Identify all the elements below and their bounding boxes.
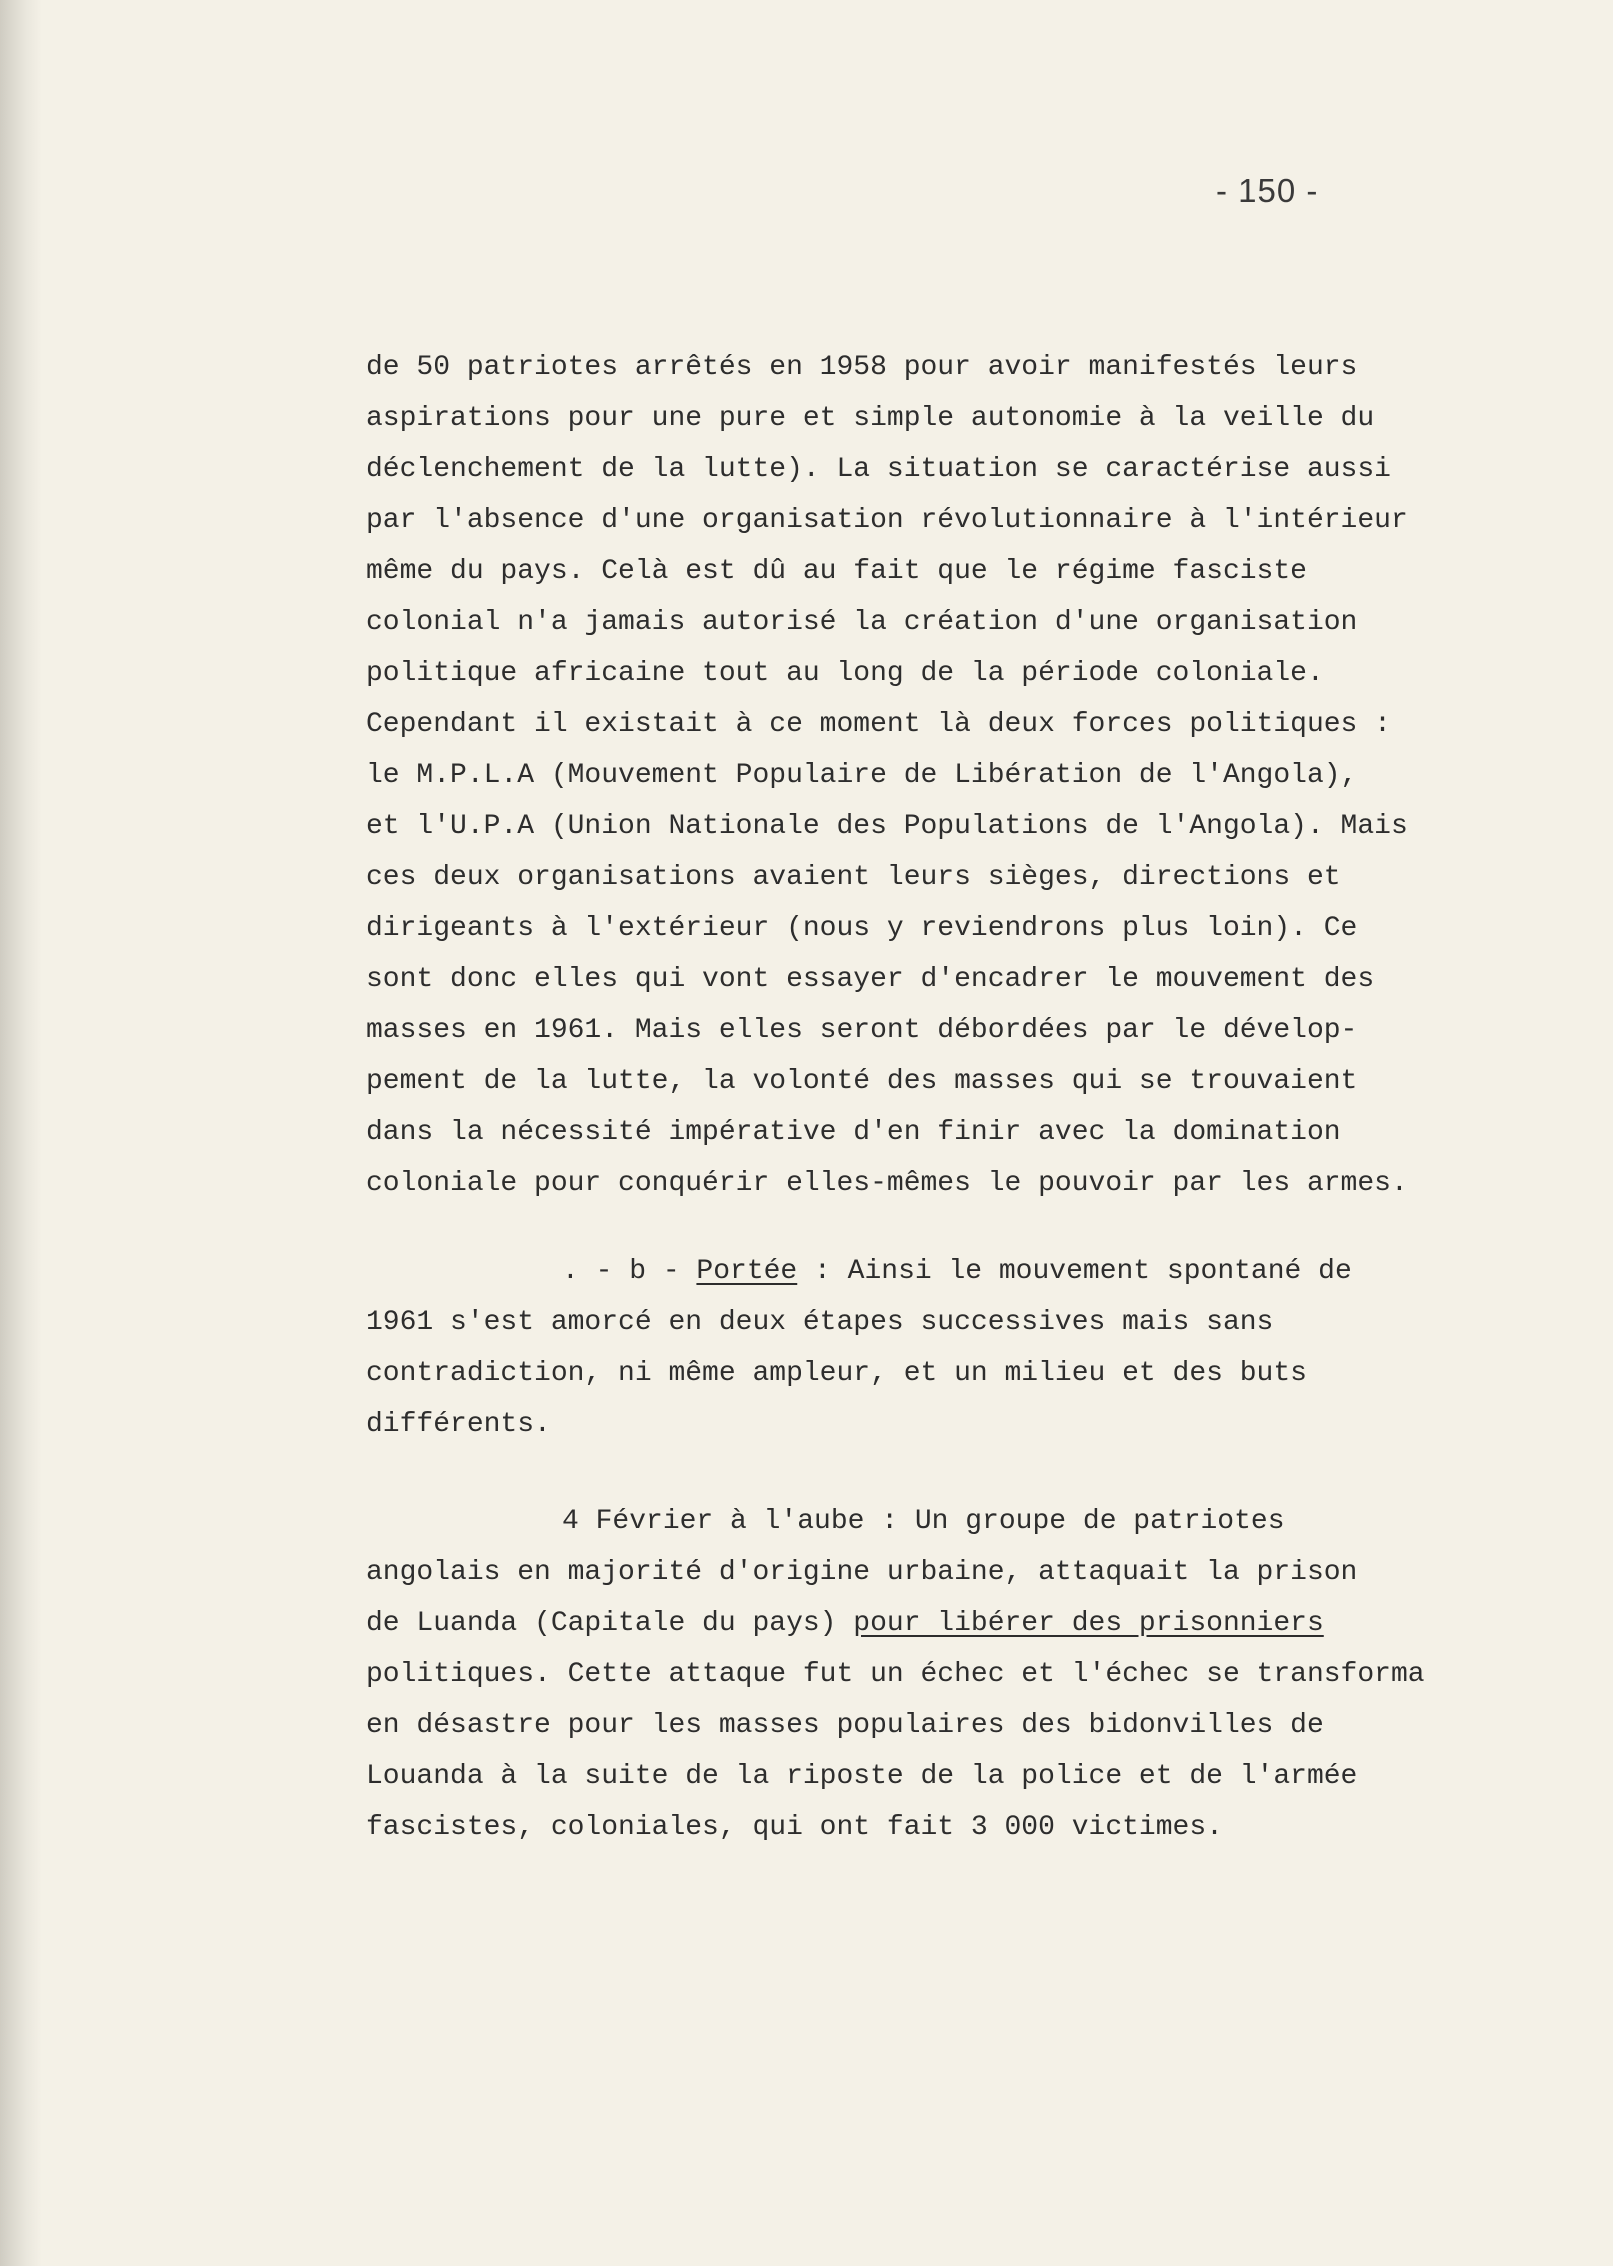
section-heading: Portée	[696, 1256, 798, 1287]
text-line: politiques. Cette attaque fut un échec et l'échec se transforma	[366, 1659, 1425, 1690]
text-line: différents.	[366, 1409, 551, 1440]
text-line: contradiction, ni même ampleur, et un milieu et des buts	[366, 1358, 1307, 1389]
text-line: en désastre pour les masses populaires des bidonvilles de	[366, 1710, 1324, 1741]
text-line: ces deux organisations avaient leurs sièges, directions et	[366, 862, 1341, 893]
text-line	[366, 1598, 1425, 1649]
text-line: colonial n'a jamais autorisé la création d'une organisation	[366, 607, 1358, 638]
paragraph-2	[366, 1246, 1352, 1450]
text-line: par l'absence d'une organisation révolutionnaire à l'intérieur	[366, 505, 1408, 536]
text-line: politique africaine tout au long de la période coloniale.	[366, 658, 1324, 689]
text-line: 1961 s'est amorcé en deux étapes successives mais sans	[366, 1307, 1274, 1338]
text-line: masses en 1961. Mais elles seront débordées par le dévelop-	[366, 1015, 1358, 1046]
text-line: sont donc elles qui vont essayer d'encadrer le mouvement des	[366, 964, 1375, 995]
paragraph-3	[366, 1496, 1425, 1853]
text-line: déclenchement de la lutte). La situation se caractérise aussi	[366, 454, 1391, 485]
text-line	[366, 1496, 1425, 1547]
text-line: coloniale pour conquérir elles-mêmes le pouvoir par les armes.	[366, 1168, 1408, 1199]
text-line: dans la nécessité impérative d'en finir avec la domination	[366, 1117, 1341, 1148]
section-intro: : Ainsi le mouvement spontané de	[797, 1256, 1352, 1287]
text-line: le M.P.L.A (Mouvement Populaire de Libération de l'Angola),	[366, 760, 1358, 791]
text-line: pement de la lutte, la volonté des masses qui se trouvaient	[366, 1066, 1358, 1097]
text-line: de 50 patriotes arrêtés en 1958 pour avoir manifestés leurs	[366, 352, 1358, 383]
text-line: Cependant il existait à ce moment là deux forces politiques :	[366, 709, 1391, 740]
section-prefix: . - b -	[562, 1256, 697, 1287]
section-heading-line	[366, 1246, 1352, 1297]
text-line: fascistes, coloniales, qui ont fait 3 000 victimes.	[366, 1812, 1223, 1843]
text-line: aspirations pour une pure et simple autonomie à la veille du	[366, 403, 1375, 434]
paragraph-1	[366, 342, 1408, 1209]
text-segment: de Luanda (Capitale du pays)	[366, 1608, 854, 1639]
text-line: même du pays. Celà est dû au fait que le régime fasciste	[366, 556, 1307, 587]
text-line: dirigeants à l'extérieur (nous y reviendrons plus loin). Ce	[366, 913, 1358, 944]
underlined-phrase: pour libérer des prisonniers	[853, 1608, 1324, 1639]
text-line: et l'U.P.A (Union Nationale des Populations de l'Angola). Mais	[366, 811, 1408, 842]
page-number: - 150 -	[1216, 172, 1319, 209]
text-line: angolais en majorité d'origine urbaine, attaquait la prison	[366, 1557, 1358, 1588]
text-line: Louanda à la suite de la riposte de la police et de l'armée	[366, 1761, 1358, 1792]
date-lead: 4 Février à l'aube : Un groupe de patriotes	[562, 1506, 1285, 1537]
